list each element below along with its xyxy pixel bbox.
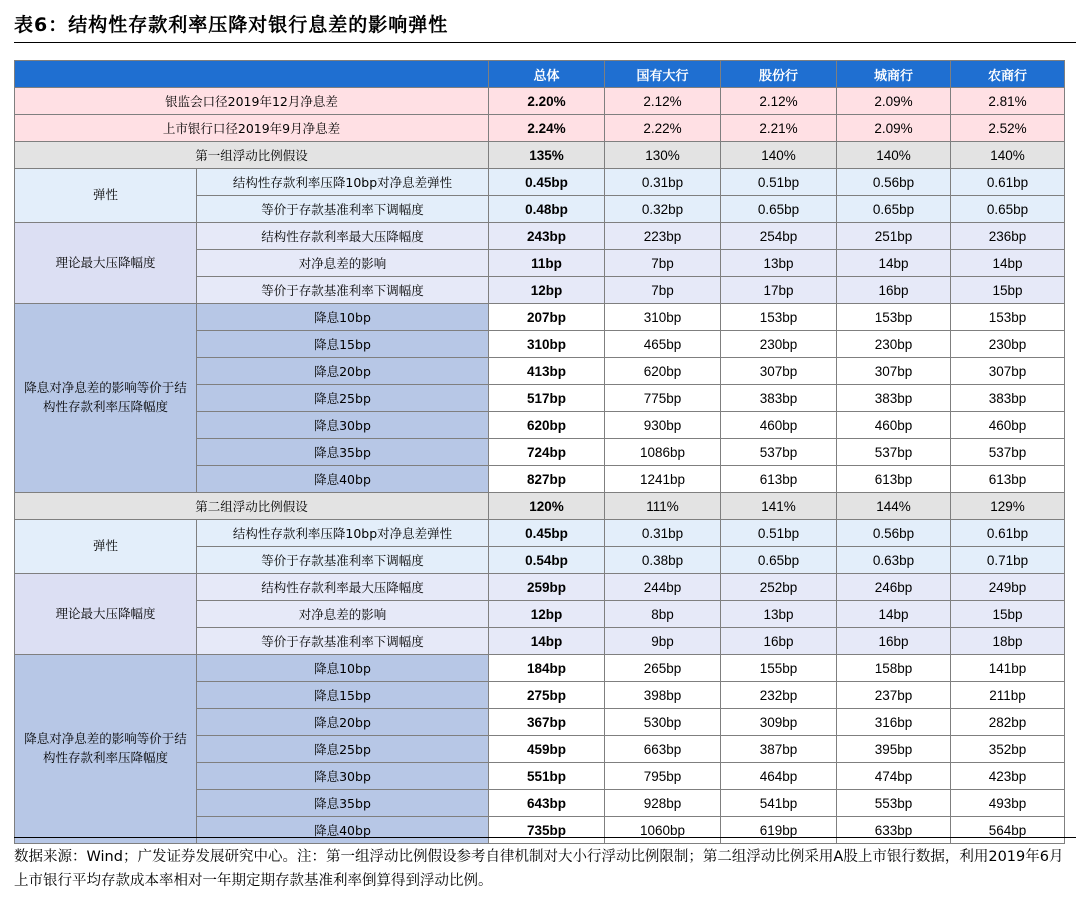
value-cell: 140%	[837, 142, 951, 169]
value-cell: 251bp	[837, 223, 951, 250]
max_cut-row	[15, 574, 1065, 601]
total-value-cell: 0.45bp	[489, 520, 605, 547]
value-cell: 14bp	[837, 250, 951, 277]
value-cell: 537bp	[837, 439, 951, 466]
header-cell: 城商行	[837, 61, 951, 88]
sub-row-label: 降息15bp	[197, 331, 489, 358]
value-cell: 244bp	[605, 574, 721, 601]
value-cell: 930bp	[605, 412, 721, 439]
sub-row-label: 降息30bp	[197, 763, 489, 790]
sub-row-label: 等价于存款基准利率下调幅度	[197, 196, 489, 223]
value-cell: 129%	[951, 493, 1065, 520]
value-cell: 530bp	[605, 709, 721, 736]
sub-row-label: 降息30bp	[197, 412, 489, 439]
value-cell: 0.31bp	[605, 169, 721, 196]
section-label: 理论最大压降幅度	[15, 223, 197, 304]
value-cell: 246bp	[837, 574, 951, 601]
elasticity-row	[15, 520, 1065, 547]
total-value-cell: 2.24%	[489, 115, 605, 142]
total-value-cell: 724bp	[489, 439, 605, 466]
sub-row-label: 降息15bp	[197, 682, 489, 709]
value-cell: 0.56bp	[837, 520, 951, 547]
value-cell: 18bp	[951, 628, 1065, 655]
value-cell: 14bp	[837, 601, 951, 628]
value-cell: 1086bp	[605, 439, 721, 466]
section-label: 弹性	[15, 169, 197, 223]
sub-row-label: 降息35bp	[197, 790, 489, 817]
value-cell: 282bp	[951, 709, 1065, 736]
header-blank-cell	[15, 61, 489, 88]
total-value-cell: 517bp	[489, 385, 605, 412]
sub-row-label: 降息20bp	[197, 358, 489, 385]
section-label: 降息对净息差的影响等价于结构性存款利率压降幅度	[15, 304, 197, 493]
value-cell: 141bp	[951, 655, 1065, 682]
value-cell: 9bp	[605, 628, 721, 655]
assumption-row	[15, 493, 1065, 520]
value-cell: 15bp	[951, 601, 1065, 628]
group-label: 第一组浮动比例假设	[15, 142, 489, 169]
value-cell: 0.56bp	[837, 169, 951, 196]
table-body	[15, 88, 1065, 844]
equiv-row	[15, 655, 1065, 682]
value-cell: 140%	[951, 142, 1065, 169]
header-cell: 国有大行	[605, 61, 721, 88]
value-cell: 316bp	[837, 709, 951, 736]
sub-row-label: 结构性存款利率压降10bp对净息差弹性	[197, 520, 489, 547]
value-cell: 2.09%	[837, 88, 951, 115]
value-cell: 16bp	[837, 277, 951, 304]
value-cell: 0.71bp	[951, 547, 1065, 574]
value-cell: 153bp	[951, 304, 1065, 331]
value-cell: 2.12%	[721, 88, 837, 115]
value-cell: 0.61bp	[951, 169, 1065, 196]
group-label: 第二组浮动比例假设	[15, 493, 489, 520]
total-value-cell: 643bp	[489, 790, 605, 817]
value-cell: 0.32bp	[605, 196, 721, 223]
value-cell: 211bp	[951, 682, 1065, 709]
sub-row-label: 对净息差的影响	[197, 601, 489, 628]
sub-row-label: 降息10bp	[197, 304, 489, 331]
margin-row	[15, 88, 1065, 115]
value-cell: 140%	[721, 142, 837, 169]
value-cell: 230bp	[721, 331, 837, 358]
margin-row	[15, 115, 1065, 142]
max_cut-row	[15, 223, 1065, 250]
sub-row-label: 结构性存款利率最大压降幅度	[197, 223, 489, 250]
row-label: 上市银行口径2019年9月净息差	[15, 115, 489, 142]
value-cell: 0.65bp	[951, 196, 1065, 223]
value-cell: 141%	[721, 493, 837, 520]
sub-row-label: 等价于存款基准利率下调幅度	[197, 628, 489, 655]
total-value-cell: 14bp	[489, 628, 605, 655]
value-cell: 153bp	[721, 304, 837, 331]
value-cell: 16bp	[837, 628, 951, 655]
sub-row-label: 等价于存款基准利率下调幅度	[197, 547, 489, 574]
value-cell: 249bp	[951, 574, 1065, 601]
total-value-cell: 0.54bp	[489, 547, 605, 574]
total-value-cell: 310bp	[489, 331, 605, 358]
header-row	[15, 61, 1065, 88]
table-title: 表6：结构性存款利率压降对银行息差的影响弹性	[14, 14, 449, 36]
total-value-cell: 551bp	[489, 763, 605, 790]
total-value-cell: 367bp	[489, 709, 605, 736]
title-divider	[14, 42, 1076, 43]
total-value-cell: 243bp	[489, 223, 605, 250]
total-value-cell: 11bp	[489, 250, 605, 277]
total-value-cell: 184bp	[489, 655, 605, 682]
total-value-cell: 120%	[489, 493, 605, 520]
value-cell: 111%	[605, 493, 721, 520]
value-cell: 541bp	[721, 790, 837, 817]
section-label: 理论最大压降幅度	[15, 574, 197, 655]
sub-row-label: 降息35bp	[197, 439, 489, 466]
value-cell: 1241bp	[605, 466, 721, 493]
value-cell: 537bp	[951, 439, 1065, 466]
value-cell: 619bp	[721, 817, 837, 844]
total-value-cell: 275bp	[489, 682, 605, 709]
sub-row-label: 结构性存款利率最大压降幅度	[197, 574, 489, 601]
total-value-cell: 12bp	[489, 277, 605, 304]
value-cell: 0.65bp	[721, 196, 837, 223]
value-cell: 663bp	[605, 736, 721, 763]
value-cell: 1060bp	[605, 817, 721, 844]
value-cell: 307bp	[951, 358, 1065, 385]
value-cell: 310bp	[605, 304, 721, 331]
value-cell: 307bp	[721, 358, 837, 385]
sub-row-label: 等价于存款基准利率下调幅度	[197, 277, 489, 304]
value-cell: 155bp	[721, 655, 837, 682]
value-cell: 14bp	[951, 250, 1065, 277]
value-cell: 613bp	[721, 466, 837, 493]
net-interest-margin-table	[14, 60, 1065, 844]
value-cell: 620bp	[605, 358, 721, 385]
value-cell: 2.21%	[721, 115, 837, 142]
value-cell: 460bp	[721, 412, 837, 439]
value-cell: 795bp	[605, 763, 721, 790]
value-cell: 0.38bp	[605, 547, 721, 574]
total-value-cell: 259bp	[489, 574, 605, 601]
value-cell: 144%	[837, 493, 951, 520]
value-cell: 15bp	[951, 277, 1065, 304]
header-cell: 农商行	[951, 61, 1065, 88]
value-cell: 633bp	[837, 817, 951, 844]
sub-row-label: 降息25bp	[197, 736, 489, 763]
value-cell: 230bp	[837, 331, 951, 358]
value-cell: 775bp	[605, 385, 721, 412]
value-cell: 17bp	[721, 277, 837, 304]
sub-row-label: 降息25bp	[197, 385, 489, 412]
total-value-cell: 207bp	[489, 304, 605, 331]
value-cell: 928bp	[605, 790, 721, 817]
value-cell: 460bp	[951, 412, 1065, 439]
value-cell: 236bp	[951, 223, 1065, 250]
row-label: 银监会口径2019年12月净息差	[15, 88, 489, 115]
value-cell: 0.65bp	[837, 196, 951, 223]
value-cell: 230bp	[951, 331, 1065, 358]
value-cell: 553bp	[837, 790, 951, 817]
value-cell: 383bp	[951, 385, 1065, 412]
sub-row-label: 降息40bp	[197, 817, 489, 844]
header-cell: 总体	[489, 61, 605, 88]
value-cell: 613bp	[837, 466, 951, 493]
sub-row-label: 结构性存款利率压降10bp对净息差弹性	[197, 169, 489, 196]
source-divider	[14, 837, 1076, 838]
total-value-cell: 2.20%	[489, 88, 605, 115]
value-cell: 2.12%	[605, 88, 721, 115]
total-value-cell: 135%	[489, 142, 605, 169]
value-cell: 237bp	[837, 682, 951, 709]
equiv-row	[15, 304, 1065, 331]
value-cell: 0.63bp	[837, 547, 951, 574]
total-value-cell: 413bp	[489, 358, 605, 385]
value-cell: 223bp	[605, 223, 721, 250]
section-label: 弹性	[15, 520, 197, 574]
elasticity-row	[15, 169, 1065, 196]
value-cell: 232bp	[721, 682, 837, 709]
value-cell: 564bp	[951, 817, 1065, 844]
total-value-cell: 735bp	[489, 817, 605, 844]
total-value-cell: 0.48bp	[489, 196, 605, 223]
value-cell: 0.61bp	[951, 520, 1065, 547]
header-cell: 股份行	[721, 61, 837, 88]
value-cell: 352bp	[951, 736, 1065, 763]
value-cell: 2.81%	[951, 88, 1065, 115]
value-cell: 465bp	[605, 331, 721, 358]
value-cell: 158bp	[837, 655, 951, 682]
value-cell: 493bp	[951, 790, 1065, 817]
value-cell: 2.22%	[605, 115, 721, 142]
value-cell: 254bp	[721, 223, 837, 250]
value-cell: 0.31bp	[605, 520, 721, 547]
value-cell: 7bp	[605, 250, 721, 277]
sub-row-label: 降息10bp	[197, 655, 489, 682]
total-value-cell: 12bp	[489, 601, 605, 628]
value-cell: 387bp	[721, 736, 837, 763]
value-cell: 398bp	[605, 682, 721, 709]
value-cell: 307bp	[837, 358, 951, 385]
value-cell: 537bp	[721, 439, 837, 466]
total-value-cell: 620bp	[489, 412, 605, 439]
value-cell: 130%	[605, 142, 721, 169]
value-cell: 464bp	[721, 763, 837, 790]
value-cell: 383bp	[837, 385, 951, 412]
value-cell: 2.52%	[951, 115, 1065, 142]
value-cell: 13bp	[721, 250, 837, 277]
value-cell: 460bp	[837, 412, 951, 439]
sub-row-label: 降息40bp	[197, 466, 489, 493]
assumption-row	[15, 142, 1065, 169]
section-label: 降息对净息差的影响等价于结构性存款利率压降幅度	[15, 655, 197, 844]
value-cell: 13bp	[721, 601, 837, 628]
value-cell: 153bp	[837, 304, 951, 331]
value-cell: 7bp	[605, 277, 721, 304]
value-cell: 265bp	[605, 655, 721, 682]
value-cell: 613bp	[951, 466, 1065, 493]
value-cell: 309bp	[721, 709, 837, 736]
value-cell: 252bp	[721, 574, 837, 601]
value-cell: 0.51bp	[721, 169, 837, 196]
sub-row-label: 降息20bp	[197, 709, 489, 736]
value-cell: 395bp	[837, 736, 951, 763]
value-cell: 0.65bp	[721, 547, 837, 574]
source-note: 数据来源：Wind；广发证券发展研究中心。注：第一组浮动比例假设参考自律机制对大小行浮动比例限制；第二组浮动比例采用A股上市银行数据，利用2019年6月上市银行平均存款成本率相对一年期定期存款基准利率倒算得到浮动比例。	[14, 849, 1064, 889]
sub-row-label: 对净息差的影响	[197, 250, 489, 277]
value-cell: 423bp	[951, 763, 1065, 790]
value-cell: 2.09%	[837, 115, 951, 142]
total-value-cell: 0.45bp	[489, 169, 605, 196]
value-cell: 383bp	[721, 385, 837, 412]
value-cell: 474bp	[837, 763, 951, 790]
value-cell: 0.51bp	[721, 520, 837, 547]
total-value-cell: 459bp	[489, 736, 605, 763]
total-value-cell: 827bp	[489, 466, 605, 493]
value-cell: 16bp	[721, 628, 837, 655]
value-cell: 8bp	[605, 601, 721, 628]
